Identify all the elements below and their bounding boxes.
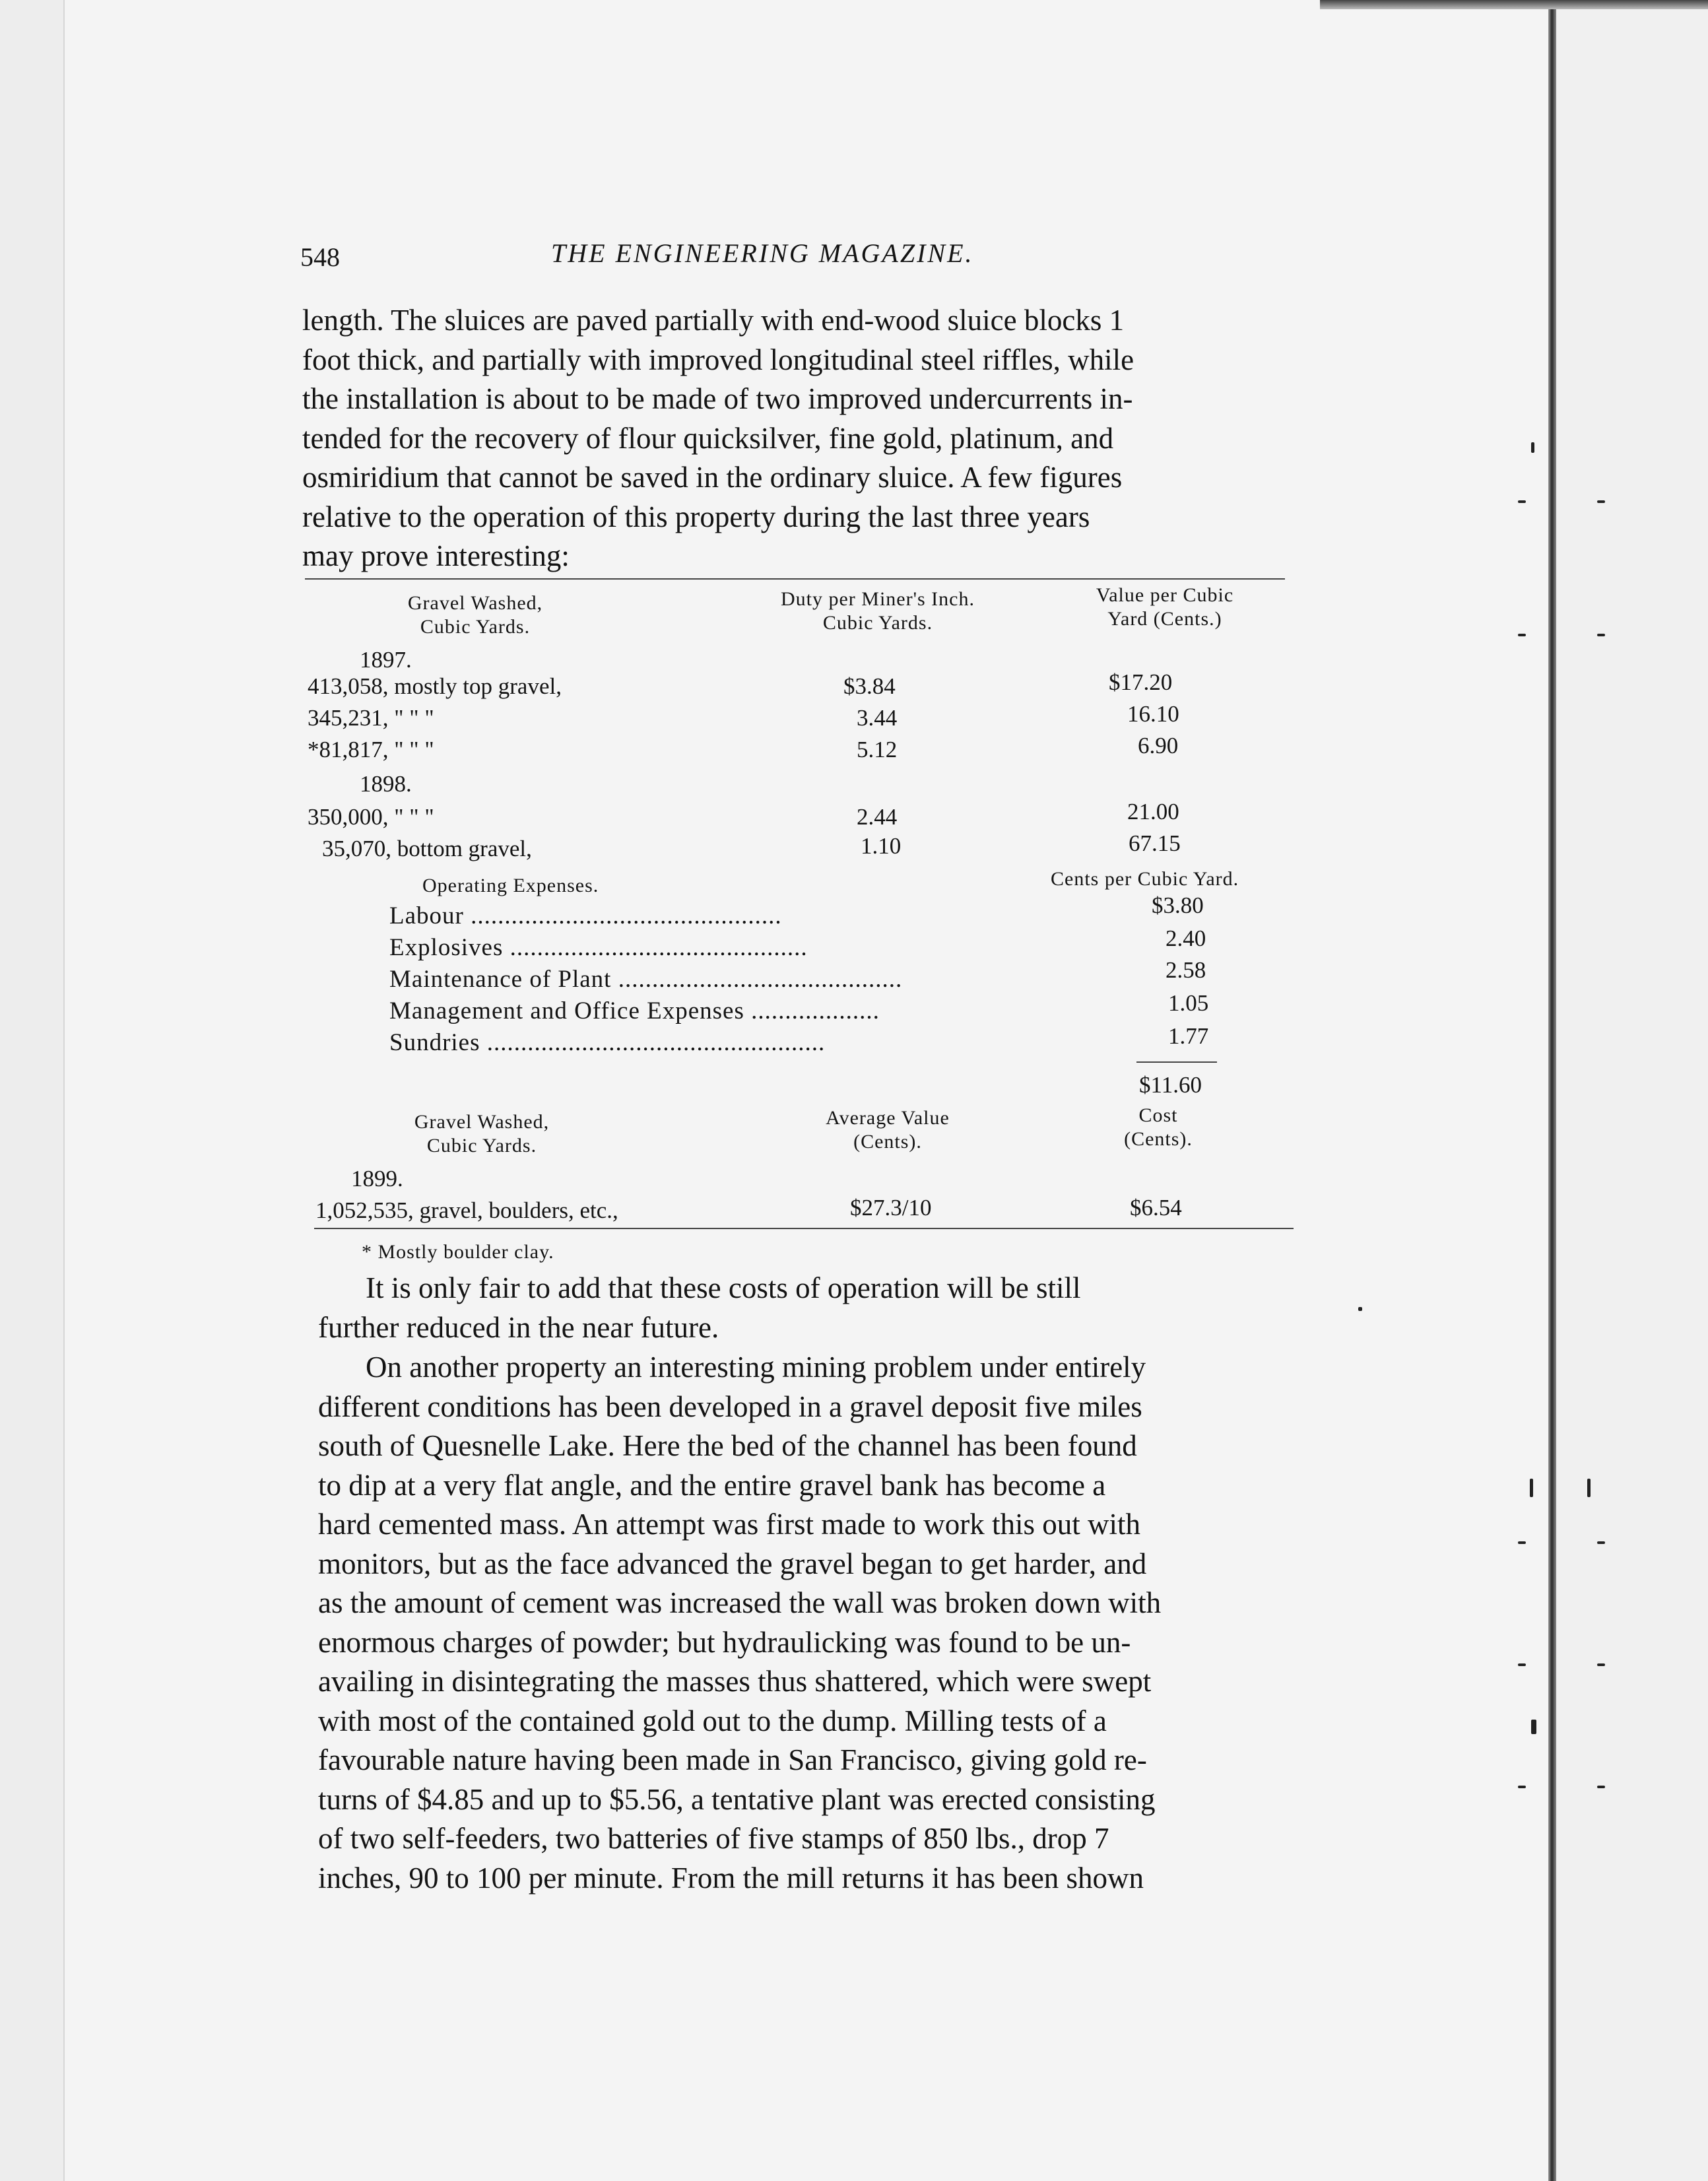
scan-speck: [1518, 1541, 1526, 1544]
table1-value-cell: 6.90: [1138, 733, 1179, 758]
text-line: favourable nature having been made in San Francisco, giving gold re-: [318, 1743, 1147, 1776]
expense-value: $3.80: [1152, 892, 1204, 918]
table2-col3-header: Cost (Cents).: [1124, 1104, 1193, 1150]
scan-speck: [1597, 634, 1605, 636]
scan-edge: [1320, 0, 1708, 9]
expense-label: Explosives ............................................: [389, 934, 808, 961]
text-line: as the amount of cement was increased the wall was broken down with: [318, 1586, 1162, 1619]
closing-paragraph-2: [318, 1348, 1301, 1898]
expense-value: 2.40: [1166, 925, 1206, 951]
table2-col1-header: Gravel Washed, Cubic Yards.: [414, 1111, 550, 1157]
expenses-heading: Operating Expenses.: [422, 875, 599, 896]
scan-speck: [1531, 1720, 1536, 1734]
scan-speck: [1587, 1479, 1591, 1497]
footnote: * Mostly boulder clay.: [362, 1241, 554, 1263]
intro-paragraph: [302, 301, 1282, 576]
text-line: turns of $4.85 and up to $5.56, a tentative plant was erected consisting: [318, 1782, 1156, 1816]
year-label: 1899.: [351, 1166, 403, 1191]
closing-paragraph-1: [318, 1269, 1295, 1347]
table1-gravel-cell: 413,058, mostly top gravel,: [308, 673, 562, 699]
table2-cost-cell: $6.54: [1130, 1195, 1182, 1221]
table1-gravel-cell: *81,817, " " ": [308, 737, 434, 762]
table1-value-cell: 21.00: [1127, 799, 1179, 824]
text-line: foot thick, and partially with improved longitudinal steel riffles, while: [302, 343, 1134, 376]
table1-value-cell: 16.10: [1127, 701, 1179, 727]
table1-col2-header: Duty per Miner's Inch. Cubic Yards.: [780, 588, 975, 634]
cents-per-yard-heading: Cents per Cubic Yard.: [1051, 868, 1239, 890]
year-label: 1897.: [360, 647, 412, 673]
table1-col1-header: Gravel Washed, Cubic Yards.: [407, 592, 543, 638]
page-number: 548: [300, 242, 340, 272]
table1-gravel-cell: 345,231, " " ": [308, 705, 434, 731]
text-line: south of Quesnelle Lake. Here the bed of the channel has been found: [318, 1429, 1137, 1462]
scan-speck: [1358, 1307, 1362, 1311]
expense-label: Sundries ..................................................: [389, 1029, 826, 1056]
text-line: It is only fair to add that these costs of operation will be still: [366, 1271, 1081, 1304]
scan-speck: [1597, 1541, 1605, 1544]
expense-label: Management and Office Expenses ...................: [389, 997, 880, 1024]
expense-value: 1.77: [1168, 1023, 1209, 1049]
text-line: to dip at a very flat angle, and the entire gravel bank has become a: [318, 1468, 1106, 1502]
table1-col3-header: Value per Cubic Yard (Cents.): [1096, 584, 1234, 630]
text-line: may prove interesting:: [302, 539, 570, 572]
scan-speck: [1530, 1479, 1533, 1497]
expense-value: 1.05: [1168, 990, 1209, 1016]
text-line: of two self-feeders, two batteries of five stamps of 850 lbs., drop 7: [318, 1822, 1109, 1855]
year-label: 1898.: [360, 771, 412, 797]
table1-duty-cell: 5.12: [857, 737, 898, 762]
expense-label: Labour ..............................................: [389, 902, 782, 929]
text-line: On another property an interesting mining problem under entirely: [366, 1351, 1146, 1384]
text-line: further reduced in the near future.: [318, 1310, 719, 1344]
text-line: enormous charges of powder; but hydraulicking was found to be un-: [318, 1625, 1131, 1659]
table-bottom-rule: [314, 1228, 1294, 1229]
text-line: different conditions has been developed in a gravel deposit five miles: [318, 1390, 1142, 1423]
scan-speck: [1597, 500, 1605, 503]
scan-speck: [1518, 1786, 1526, 1788]
text-line: length. The sluices are paved partially with end-wood sluice blocks 1: [302, 304, 1125, 337]
table1-duty-cell: 1.10: [861, 833, 902, 859]
table2-avg-value-cell: $27.3/10: [850, 1195, 932, 1221]
text-line: with most of the contained gold out to the dump. Milling tests of a: [318, 1704, 1107, 1737]
page-header: [300, 238, 1290, 277]
book-spine: [1548, 0, 1556, 2181]
text-line: osmiridium that cannot be saved in the ordinary sluice. A few figures: [302, 461, 1123, 494]
table1-value-cell: $17.20: [1109, 669, 1173, 695]
scan-speck: [1518, 1663, 1526, 1666]
scan-speck: [1518, 634, 1526, 636]
text-line: inches, 90 to 100 per minute. From the mill returns it has been shown: [318, 1861, 1144, 1895]
table-top-rule: [305, 578, 1285, 580]
table1-gravel-cell: 35,070, bottom gravel,: [322, 836, 532, 861]
text-line: relative to the operation of this property during the last three years: [302, 500, 1090, 533]
table1-duty-cell: $3.84: [843, 673, 896, 699]
text-line: the installation is about to be made of two improved undercurrents in-: [302, 382, 1133, 415]
table1-duty-cell: 3.44: [857, 705, 898, 731]
scan-speck: [1518, 500, 1526, 503]
text-line: tended for the recovery of flour quicksilver, fine gold, platinum, and: [302, 421, 1114, 455]
table1-value-cell: 67.15: [1129, 830, 1181, 856]
expenses-total: $11.60: [1139, 1072, 1202, 1098]
running-head: THE ENGINEERING MAGAZINE.: [551, 238, 974, 268]
table2-gravel-cell: 1,052,535, gravel, boulders, etc.,: [315, 1197, 618, 1223]
table1-duty-cell: 2.44: [857, 804, 898, 830]
table1-gravel-cell: 350,000, " " ": [308, 804, 434, 830]
expense-value: 2.58: [1166, 957, 1206, 983]
total-rule: [1136, 1061, 1217, 1063]
text-line: hard cemented mass. An attempt was first made to work this out with: [318, 1508, 1141, 1541]
scan-speck: [1597, 1786, 1605, 1788]
table2-col2-header: Average Value (Cents).: [826, 1107, 950, 1153]
text-line: availing in disintegrating the masses thus shattered, which were swept: [318, 1665, 1152, 1698]
scan-speck: [1597, 1663, 1605, 1666]
expense-label: Maintenance of Plant ..........................................: [389, 966, 903, 993]
scan-speck: [1531, 442, 1534, 453]
text-line: monitors, but as the face advanced the gravel began to get harder, and: [318, 1547, 1147, 1580]
facing-page-edge: [1556, 0, 1708, 2181]
